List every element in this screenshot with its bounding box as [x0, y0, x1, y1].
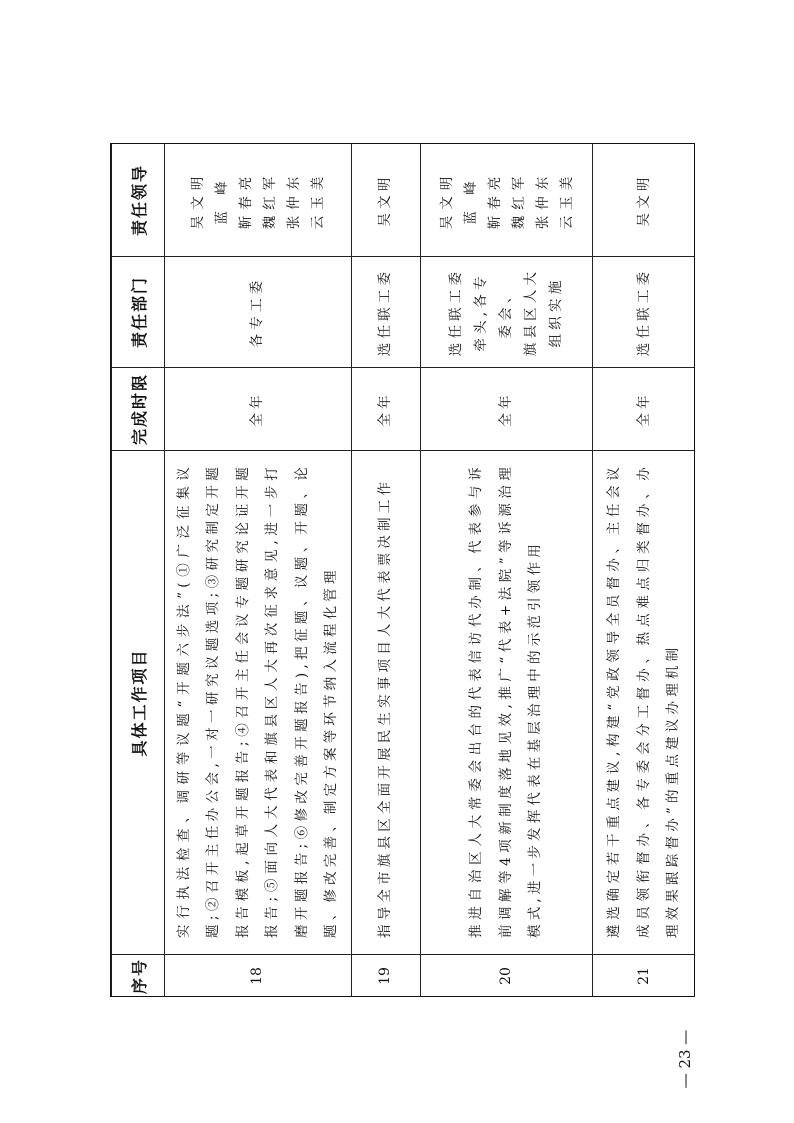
header-item: 具体工作项目 [112, 451, 165, 955]
header-lead: 责任领导 [112, 144, 165, 257]
row-18-lead [165, 144, 352, 257]
header-row [112, 144, 165, 998]
row-21-item: 遴选确定若干重点建议,构建“党政领导全员督办、主任会议成员领衔督办、各专委会分工督办、热点难点归类督办、办理效果跟踪督办”的重点建议办理机制 [593, 451, 696, 955]
row-20-item: 推进自治区人大常委会出台的代表信访代办制、代表参与诉前调解等4项新制度落地见效,推广“代表+法院”等诉源治理模式,进一步发挥代表在基层治理中的示范引领作用 [421, 451, 593, 955]
work-plan-table [111, 143, 695, 997]
row-18-dept: 各专工委 [165, 257, 352, 368]
row-19-no: 19 [352, 955, 421, 998]
row-18-lead-4: 魏红军 [262, 170, 278, 230]
table-frame [110, 143, 695, 997]
row-21-lead: 吴文明 [593, 144, 696, 257]
row-20-dept-3: 委会、 [498, 285, 514, 339]
row-20-lead-2: 蓝 峰 [462, 175, 479, 225]
row-20-dept-1: 选任联工委 [448, 267, 464, 357]
row-19-dept: 选任联工委 [352, 257, 421, 368]
row-20-dept-5: 组织实施 [548, 276, 564, 348]
row-18-lead-1: 吴文明 [190, 170, 206, 230]
row-20-dept-4: 旗县区人大 [523, 267, 539, 357]
row-20-dept [421, 257, 593, 368]
row-20-lead-6: 云玉美 [558, 170, 575, 230]
row-20-no: 20 [421, 955, 593, 998]
row-19-time: 全年 [352, 368, 421, 451]
row-18-no: 18 [165, 955, 352, 998]
table-row-19 [352, 144, 421, 998]
page-number [670, 1016, 700, 1106]
row-20-time: 全年 [421, 368, 593, 451]
row-18-lead-3: 靳春亮 [238, 170, 254, 230]
row-20-lead-3: 靳春亮 [486, 170, 503, 230]
row-18-item: 实行执法检查、调研等议题“开题六步法”(①广泛征集议题;②召开主任办公会,一对一研究议题选项;③研究制定开题报告模板,起草开题报告;④召开主任会议专题研究论证开题报告;⑤面向人大代表和旗县区人大再次征求意见,进一步打磨开题报告;⑥修改完善开题报告),把征题、议题、开题、论题、修改完善、制定方案等环节纳入流程化管理 [165, 451, 352, 955]
row-21-dept: 选任联工委 [593, 257, 696, 368]
row-18-lead-5: 张仲东 [286, 170, 302, 230]
row-18-lead-2: 蓝 峰 [214, 175, 230, 225]
row-18-lead-6: 云玉美 [310, 170, 326, 230]
row-20-lead-5: 张仲东 [534, 170, 551, 230]
table-row-21 [593, 144, 696, 998]
row-20-lead-1: 吴文明 [438, 170, 455, 230]
table-row-20 [421, 144, 593, 998]
rotated-table-wrapper [111, 144, 695, 997]
row-20-lead-4: 魏红军 [510, 170, 527, 230]
header-time: 完成时限 [112, 368, 165, 451]
header-no: 序号 [112, 955, 165, 998]
row-19-item: 指导全市旗县区全面开展民生实事项目人大代表票决制工作 [352, 451, 421, 955]
row-21-time: 全年 [593, 368, 696, 451]
table-row-18 [165, 144, 352, 998]
row-20-lead [421, 144, 593, 257]
header-dept: 责任部门 [112, 257, 165, 368]
row-20-dept-2: 牵头,各专 [473, 272, 489, 352]
row-21-no: 21 [593, 955, 696, 998]
row-18-time: 全年 [165, 368, 352, 451]
row-19-lead: 吴文明 [352, 144, 421, 257]
page-number-text: — 23 — [676, 1029, 694, 1089]
